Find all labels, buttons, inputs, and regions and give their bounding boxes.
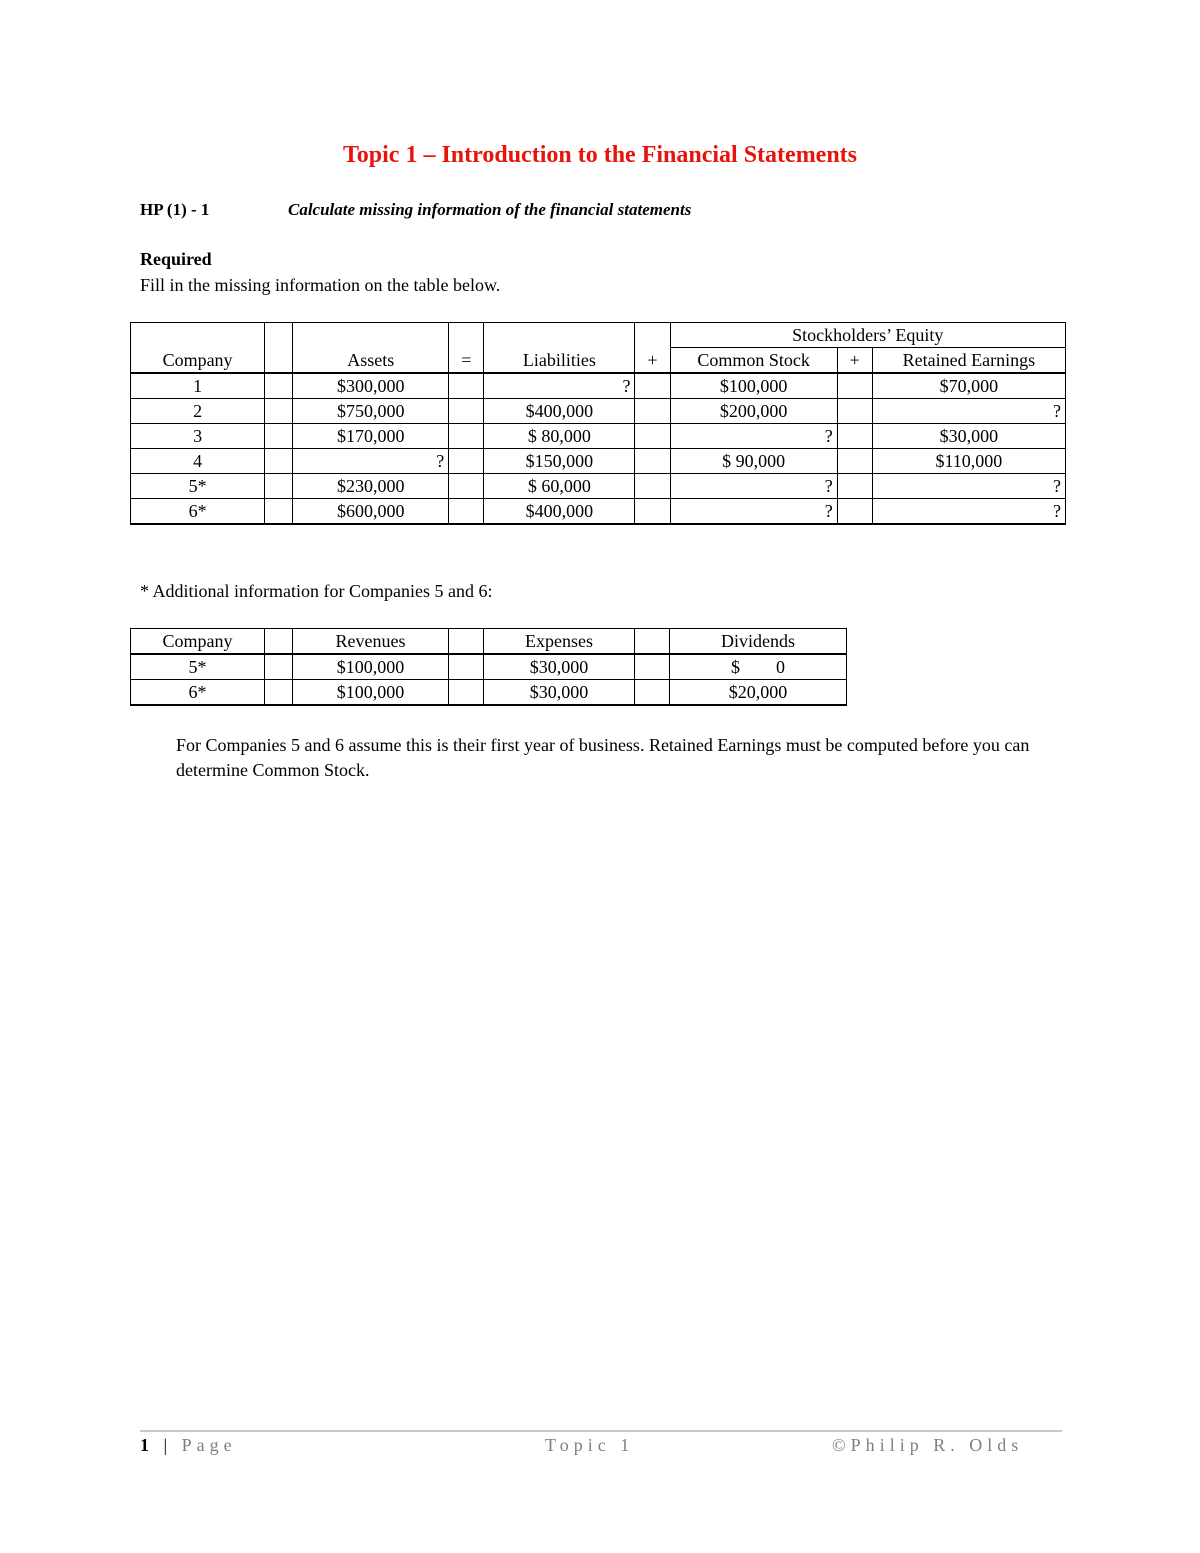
- page-title: Topic 1 – Introduction to the Financial Statements: [342, 142, 858, 168]
- footer-divider: [140, 1430, 1062, 1432]
- page-number: 1: [140, 1435, 154, 1455]
- required-heading: Required: [140, 249, 212, 269]
- cell-company: 5*: [131, 654, 265, 680]
- cell-retained-earnings: ?: [872, 399, 1065, 424]
- col-header-common-stock: Common Stock: [670, 348, 837, 374]
- cell-expenses: $30,000: [484, 654, 635, 680]
- problem-id: HP (1) - 1: [140, 200, 210, 219]
- cell-common-stock: ?: [670, 499, 837, 525]
- cell-company: 2: [131, 399, 265, 424]
- footer-topic: Topic 1: [545, 1435, 635, 1455]
- col-header-company: Company: [131, 629, 265, 655]
- col-header-expenses: Expenses: [484, 629, 635, 655]
- cell-common-stock: $ 90,000: [670, 449, 837, 474]
- cell-common-stock: $200,000: [670, 399, 837, 424]
- col-header-retained-earnings: Retained Earnings: [872, 348, 1065, 374]
- table-row: [131, 499, 1066, 525]
- cell-assets: $750,000: [293, 399, 449, 424]
- table-row: [131, 399, 1066, 424]
- cell-liabilities: $400,000: [484, 399, 635, 424]
- additional-info-table: [130, 628, 847, 706]
- cell-company: 5*: [131, 474, 265, 499]
- cell-assets: $600,000: [293, 499, 449, 525]
- cell-revenues: $100,000: [293, 680, 449, 706]
- cell-dividends: $ 0: [670, 654, 847, 680]
- cell-common-stock: $100,000: [670, 373, 837, 399]
- cell-retained-earnings: $110,000: [872, 449, 1065, 474]
- col-header-revenues: Revenues: [293, 629, 449, 655]
- instruction-paragraph: For Companies 5 and 6 assume this is their first year of business. Retained Earnings must be computed before you can determine Common Stock.: [176, 735, 1030, 780]
- problem-task: Calculate missing information of the financial statements: [288, 200, 692, 219]
- cell-liabilities: $150,000: [484, 449, 635, 474]
- cell-common-stock: ?: [670, 474, 837, 499]
- footer-page: [140, 1435, 237, 1456]
- header-row: [131, 629, 847, 655]
- footer-copyright: ©Philip R. Olds: [832, 1435, 1024, 1455]
- cell-dividends: $20,000: [670, 680, 847, 706]
- required-text: Fill in the missing information on the table below.: [140, 275, 501, 295]
- table-row: [131, 654, 847, 680]
- cell-retained-earnings: $30,000: [872, 424, 1065, 449]
- cell-liabilities: $ 80,000: [484, 424, 635, 449]
- cell-retained-earnings: ?: [872, 474, 1065, 499]
- table-row: [131, 474, 1066, 499]
- page-separator: |: [154, 1435, 182, 1455]
- col-header-plus: +: [837, 348, 872, 374]
- col-header-equals: =: [449, 348, 484, 374]
- table-row: [131, 424, 1066, 449]
- col-header-liabilities: Liabilities: [484, 348, 635, 374]
- cell-assets: $170,000: [293, 424, 449, 449]
- group-header-row: [131, 323, 1066, 348]
- cell-assets: ?: [293, 449, 449, 474]
- stockholders-equity-header: Stockholders’ Equity: [670, 323, 1065, 348]
- additional-info-note: * Additional information for Companies 5 and 6:: [140, 581, 493, 601]
- cell-company: 1: [131, 373, 265, 399]
- cell-common-stock: ?: [670, 424, 837, 449]
- header-row: [131, 348, 1066, 374]
- cell-company: 6*: [131, 680, 265, 706]
- cell-company: 4: [131, 449, 265, 474]
- cell-liabilities: ?: [484, 373, 635, 399]
- cell-liabilities: $ 60,000: [484, 474, 635, 499]
- table-row: [131, 449, 1066, 474]
- cell-assets: $300,000: [293, 373, 449, 399]
- cell-expenses: $30,000: [484, 680, 635, 706]
- col-header-plus: +: [635, 348, 670, 374]
- cell-liabilities: $400,000: [484, 499, 635, 525]
- table-row: [131, 373, 1066, 399]
- cell-assets: $230,000: [293, 474, 449, 499]
- cell-company: 6*: [131, 499, 265, 525]
- table-row: [131, 680, 847, 706]
- equation-table: [130, 322, 1066, 525]
- col-header-company: Company: [131, 348, 265, 374]
- cell-company: 3: [131, 424, 265, 449]
- cell-retained-earnings: ?: [872, 499, 1065, 525]
- col-header-dividends: Dividends: [670, 629, 847, 655]
- page-word: Page: [181, 1435, 237, 1455]
- cell-revenues: $100,000: [293, 654, 449, 680]
- col-header-assets: Assets: [293, 348, 449, 374]
- cell-retained-earnings: $70,000: [872, 373, 1065, 399]
